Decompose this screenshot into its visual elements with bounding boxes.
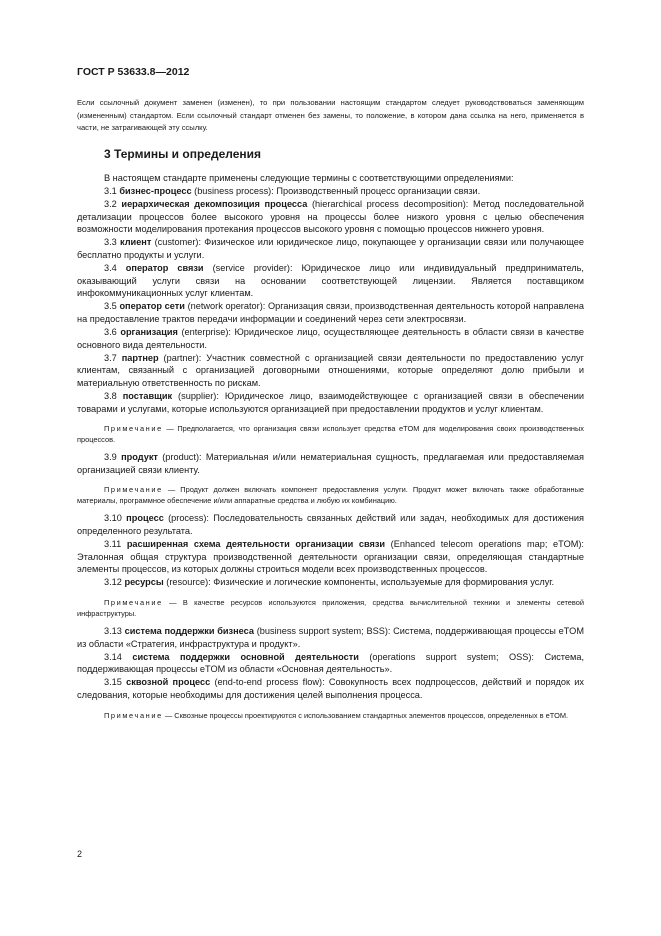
term-name: система поддержки бизнеса [124, 626, 254, 637]
note-text: — В качестве ресурсов используются приложения, средства вычислительной техники и элементы сетевой инфраструктуры. [77, 598, 584, 619]
term-text: Последовательность связанных действий или задач, необходимых для достижения определенного результата. [77, 513, 584, 537]
term-name: оператор сети [119, 301, 185, 312]
term-number: 3.1 [104, 186, 117, 197]
term-name: продукт [121, 452, 158, 463]
term-text: Участник совместной с организацией связи деятельности по предоставлению услуг клиентам, связанный с организацией договорными отношениями, которые определяют долю прибыли и материальную ответственность по рискам. [77, 352, 584, 388]
term-english: (supplier): [172, 391, 219, 402]
term-english: (service provider): [203, 263, 293, 274]
term-number: 3.12 [104, 577, 122, 588]
term-definition [77, 651, 584, 676]
note-label: Примечание [104, 598, 163, 608]
term-text: Метод последовательной детализации процессов более высокого уровня на процессы более низкого уровня с целью обеспечения возможности моделирования протекания процессов высокого уровня с помощью процессов нижнего уровня. [77, 199, 584, 235]
note [77, 597, 584, 619]
term-english: (customer): [151, 237, 202, 248]
section-title: 3 Термины и определения [104, 147, 262, 161]
term-number: 3.6 [104, 327, 117, 338]
term-number: 3.11 [104, 539, 122, 550]
term-definition [77, 236, 584, 261]
term-english: (resource): [163, 577, 211, 588]
term-text: Материальная и/или нематериальная сущность, предлагаемая или предоставляемая организацией связи клиенту. [77, 452, 584, 475]
term-english: (business process): [191, 186, 274, 197]
term-english: (network operator): [184, 301, 266, 312]
term-text: Эталонная общая структура производственной деятельности организации связи, определяющая стандартные элементы процессов, из которых должны строиться модели всех производственных процессов. [77, 551, 584, 575]
term-name: поставщик [122, 391, 173, 402]
term-text: Система, поддерживающая процессы eTOM из области «Основная деятельность». [77, 651, 584, 675]
note-text: — Сквозные процессы проектируются с использованием стандартных элементов процессов, определенных в eTOM. [162, 710, 569, 720]
term-english: (product): [157, 452, 202, 463]
term-definition [77, 352, 584, 390]
note-label: Примечание [104, 424, 163, 434]
term-text: Совокупность всех подпроцессов, действий и порядок их следования, которые необходимы для достижения целей выполнения процесса. [77, 677, 584, 700]
term-english: (end-to-end process flow): [210, 677, 325, 688]
term-name: оператор связи [125, 263, 204, 274]
term-definition [77, 625, 584, 650]
term-text: Организация связи, производственная деятельность которой направлена на предоставление трактов передачи информации и соединений через сети электросвязи. [77, 301, 584, 325]
note [77, 710, 584, 721]
term-text: Физическое или юридическое лицо, покупающее у организации связи или получающее бесплатно продукты и услуги. [77, 237, 584, 261]
page-number: 2 [77, 849, 83, 859]
term-name: система поддержки основной деятельности [132, 651, 359, 662]
term-english: (operations support system; OSS): [358, 651, 534, 662]
term-name: иерархическая декомпозиция процесса [121, 199, 308, 210]
term-number: 3.9 [104, 452, 117, 463]
term-number: 3.2 [104, 199, 117, 210]
term-name: организация [120, 327, 178, 338]
term-text: Юридическое лицо, осуществляющее деятельность в области связи в качестве основного вида деятельности. [77, 327, 584, 350]
term-english: (partner): [158, 352, 202, 363]
term-definition [77, 676, 584, 701]
term-number: 3.10 [104, 513, 122, 524]
term-definition [77, 262, 584, 300]
term-text: Юридическое лицо, взаимодействующее с организацией связи в обеспечении товарами и услугами, которые используются организацией при предоставлении продуктов и услуг клиентам. [77, 391, 584, 414]
document-header: ГОСТ Р 53633.8—2012 [77, 66, 190, 78]
term-english: (Enhanced telecom operations map; eTOM): [385, 539, 584, 550]
term-number: 3.7 [104, 352, 117, 363]
term-name: процесс [126, 513, 164, 524]
term-number: 3.14 [104, 651, 122, 662]
term-name: партнер [121, 352, 159, 363]
term-name: клиент [120, 237, 152, 248]
term-number: 3.5 [104, 301, 117, 312]
term-text: Физические и логические компоненты, используемые для формирования услуг. [210, 577, 555, 588]
note-label: Примечание [104, 485, 163, 495]
term-text: Производственный процесс организации связи. [273, 186, 481, 197]
term-definition [77, 390, 584, 415]
intro-paragraph: Если ссылочный документ заменен (изменен), то при пользовании настоящим стандартом следует руководствоваться заменяющим (измененным) стандартом. Если ссылочный стандарт отменен без замены, то положение, в котором дана ссылка на него, применяется в части, не затрагивающей эту ссылку. [77, 98, 584, 133]
note [77, 484, 584, 506]
term-definition [77, 300, 584, 325]
lead-paragraph: В настоящем стандарте применены следующие термины с соответствующими определениями: [104, 173, 514, 183]
term-definition [77, 512, 584, 537]
term-english: (hierarchical process decomposition): [307, 199, 469, 210]
term-number: 3.3 [104, 237, 117, 248]
note-text: — Предполагается, что организация связи использует средства eTOM для моделирования своих производственных процессов. [77, 424, 584, 445]
term-name: ресурсы [124, 577, 164, 588]
term-text: Юридическое лицо или индивидуальный предприниматель, оказывающий услуги связи на основании соответствующей лицензии. Является поставщиком инфокоммуникационных услуг клиентам. [77, 263, 584, 299]
term-english: (enterprise): [177, 327, 231, 338]
term-name: расширенная схема деятельности организации связи [126, 539, 386, 550]
term-number: 3.8 [104, 391, 117, 402]
term-definition [77, 538, 584, 576]
term-definition [77, 198, 584, 236]
term-definition [77, 326, 584, 351]
term-english: (business support system; BSS): [254, 626, 391, 637]
term-definition [77, 185, 584, 198]
term-definition [77, 451, 584, 476]
term-text: Система, поддерживающая процессы eTOM из области «Стратегия, инфраструктура и продукт». [77, 626, 584, 649]
note-text: — Продукт должен включать компонент предоставления услуги. Продукт может включать также обработанные материалы, программное обеспечение и/или аппаратные средства и любую их комбинацию. [77, 485, 584, 506]
definitions-body [77, 172, 584, 727]
note-label: Примечание [104, 710, 163, 720]
term-number: 3.15 [104, 677, 122, 688]
term-english: (process): [163, 513, 209, 524]
term-definition [77, 576, 584, 589]
term-name: бизнес-процесс [119, 186, 192, 197]
term-number: 3.4 [104, 263, 117, 274]
term-number: 3.13 [104, 626, 122, 637]
note [77, 423, 584, 445]
term-name: сквозной процесс [126, 677, 211, 688]
